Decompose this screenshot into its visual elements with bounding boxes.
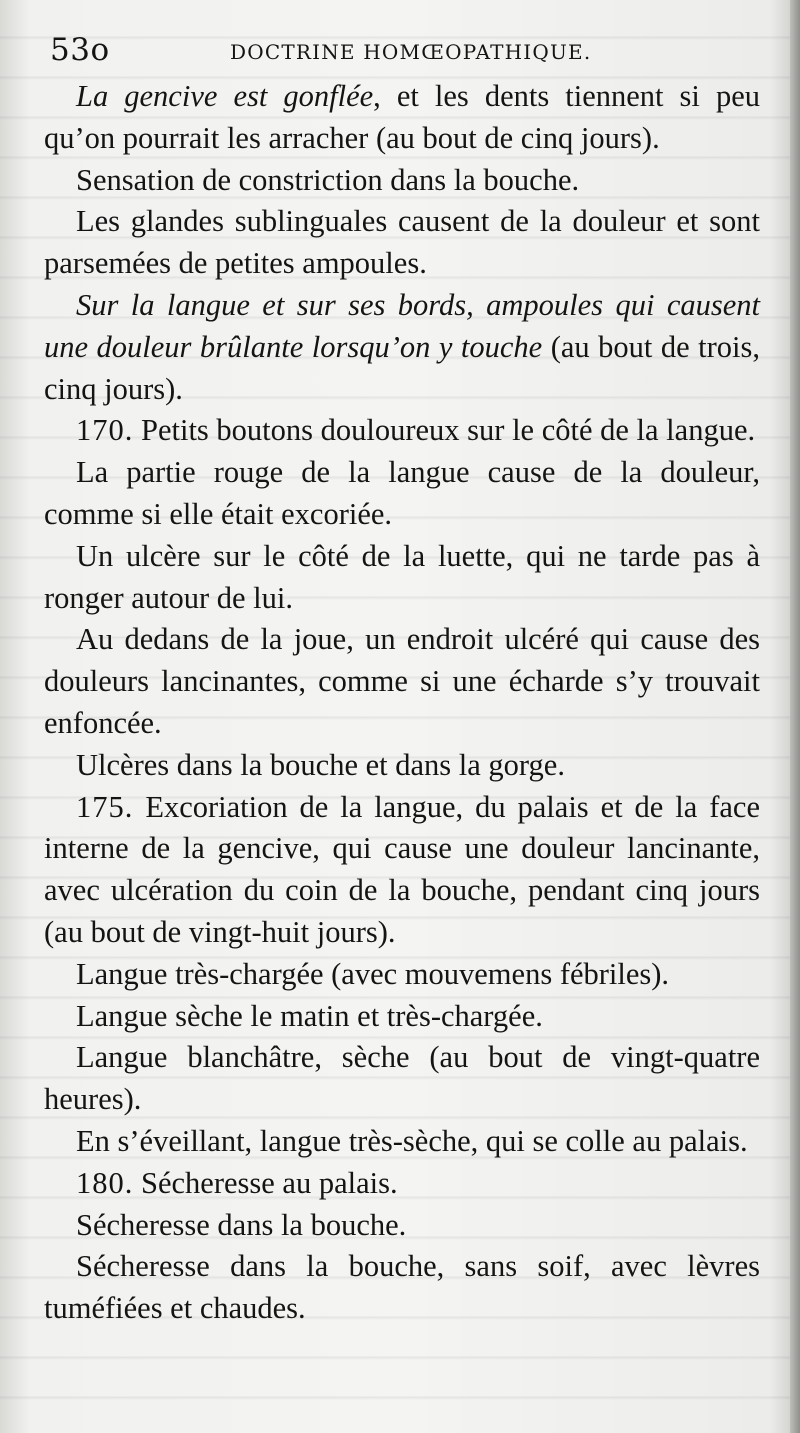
- page-edge-shadow: [790, 0, 800, 1433]
- symptom-number: 175.: [76, 789, 134, 824]
- paragraph-text: La partie rouge de la langue cause de la douleur, comme si elle était excoriée.: [44, 455, 760, 531]
- paragraph: [44, 954, 760, 996]
- paragraph: [44, 1121, 760, 1163]
- paragraph-text: Langue blanchâtre, sèche (au bout de vingt-quatre heures).: [44, 1040, 760, 1117]
- paragraph: [44, 745, 760, 787]
- paragraph: [44, 787, 760, 954]
- paragraph: [44, 201, 760, 285]
- paragraph-text: , et les dents tiennent si peu qu’on pourrait les arracher (au bout de cinq jours).: [44, 79, 760, 155]
- paragraph-text: Sécheresse au palais.: [133, 1165, 398, 1200]
- body-text: [44, 76, 760, 1330]
- paragraph-text: Langue sèche le matin et très-chargée.: [76, 998, 543, 1033]
- symptom-number: 180.: [76, 1165, 134, 1200]
- paragraph-text: Petits boutons douloureux sur le côté de la langue.: [133, 413, 756, 448]
- paragraph-text: Sécheresse dans la bouche, sans soif, avec lèvres tuméfiées et chaudes.: [44, 1249, 760, 1326]
- paragraph-text: (au bout de trois, cinq jours).: [44, 329, 760, 406]
- paragraph: [44, 285, 760, 410]
- paragraph: [44, 410, 760, 452]
- paragraph-text: En s’éveillant, langue très-sèche, qui se colle au palais.: [76, 1123, 748, 1158]
- paragraph: [44, 1163, 760, 1205]
- paragraph-text: Un ulcère sur le côté de la luette, qui ne tarde pas à ronger autour de lui.: [44, 538, 760, 615]
- paragraph: [44, 160, 760, 202]
- paragraph: [44, 1037, 760, 1121]
- paragraph-text: Sensation de constriction dans la bouche.: [76, 162, 580, 197]
- italic-emphasis: Sur la langue et sur ses bords, ampoules qui causent une douleur brûlante lorsqu’on y touche: [44, 287, 760, 364]
- paragraph: [44, 536, 760, 620]
- italic-emphasis: La gencive est gonflée: [76, 79, 374, 113]
- paragraph: [44, 76, 760, 160]
- page-number: 53o: [50, 32, 110, 68]
- paragraph: [44, 1246, 760, 1330]
- paragraph-text: Ulcères dans la bouche et dans la gorge.: [76, 747, 565, 782]
- running-title: DOCTRINE HOMŒOPATHIQUE.: [230, 40, 592, 64]
- paragraph: [44, 619, 760, 744]
- paragraph-text: Sécheresse dans la bouche.: [76, 1207, 407, 1242]
- paragraph-text: Les glandes sublinguales causent de la douleur et sont parsemées de petites ampoules.: [44, 204, 760, 281]
- paragraph: [44, 1205, 760, 1247]
- page-header: [50, 30, 750, 70]
- symptom-number: 170.: [76, 413, 134, 448]
- paragraph-text: Langue très-chargée (avec mouvemens fébriles).: [76, 956, 670, 991]
- paragraph: [44, 452, 760, 536]
- paragraph-text: Au dedans de la joue, un endroit ulcéré qui cause des douleurs lancinantes, comme si une écharde s’y trouvait enfoncée.: [44, 622, 760, 740]
- paragraph: [44, 996, 760, 1038]
- paragraph-text: Excoriation de la langue, du palais et de la face interne de la gencive, qui cause une douleur lancinante, avec ulcération du coin de la bouche, pendant cinq jours (au bout de vingt-huit jours).: [44, 789, 760, 949]
